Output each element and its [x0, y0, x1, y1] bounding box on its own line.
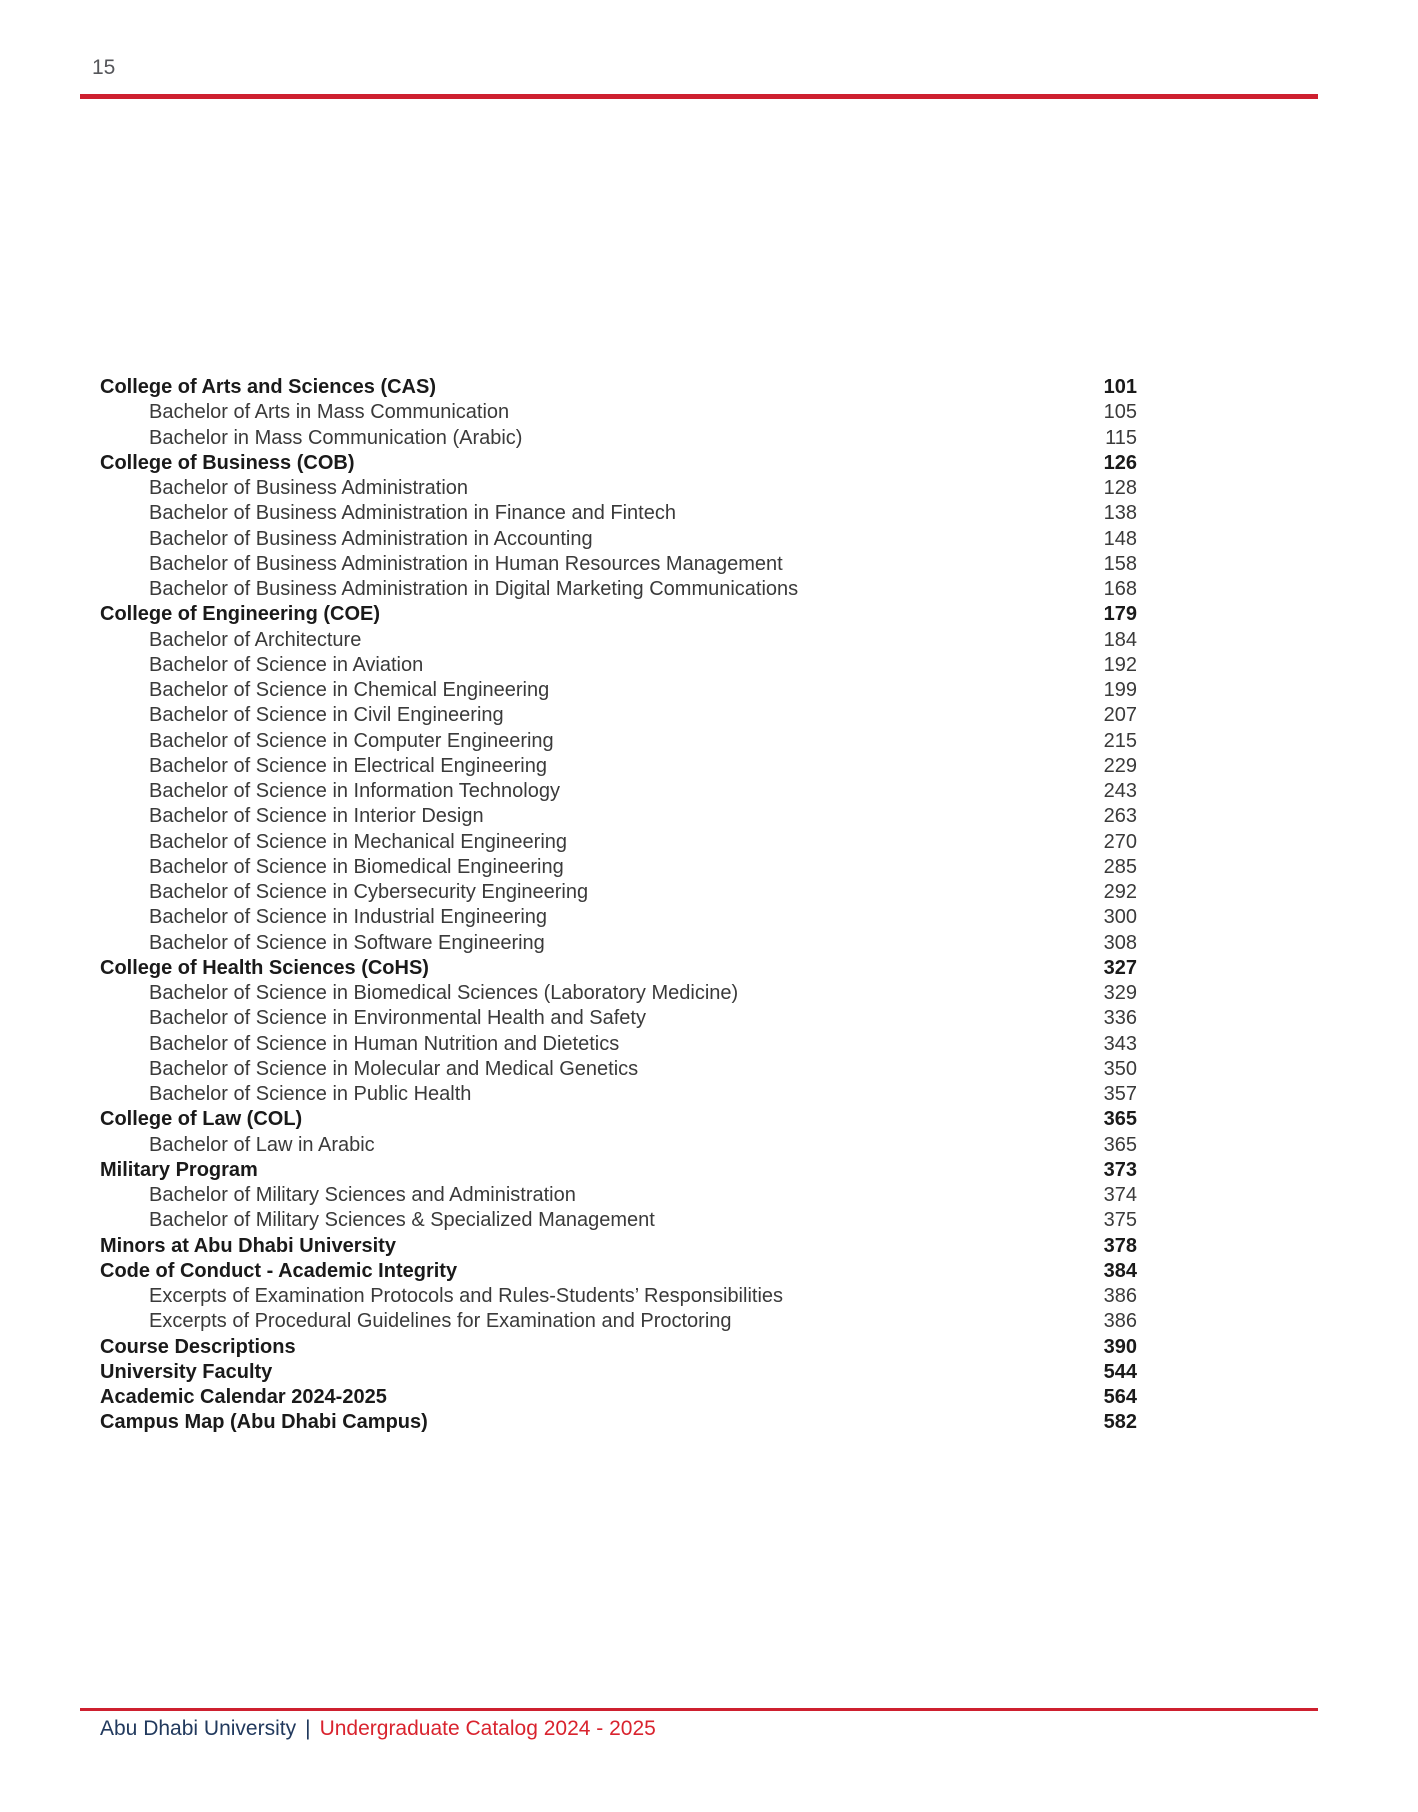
toc-entry-page: 184: [1103, 628, 1137, 651]
toc-entry[interactable]: [100, 905, 1137, 930]
toc-entry-label: University Faculty: [100, 1360, 273, 1383]
toc-entry-label: Bachelor of Science in Molecular and Medical Genetics: [149, 1057, 639, 1080]
toc-entry-label: Bachelor of Business Administration in Digital Marketing Communications: [149, 578, 799, 600]
toc-entry[interactable]: [100, 779, 1137, 804]
toc-entry-label: Bachelor of Science in Industrial Engineering: [149, 906, 548, 929]
toc-entry-label: Bachelor of Science in Human Nutrition and Dietetics: [149, 1032, 620, 1055]
toc-entry[interactable]: [100, 1183, 1137, 1208]
toc-entry[interactable]: [100, 628, 1137, 653]
toc-entry-page: 308: [1103, 931, 1137, 954]
footer-university-name: Abu Dhabi University: [100, 1717, 297, 1740]
toc-entry[interactable]: [100, 830, 1137, 855]
toc-entry-page: 148: [1103, 527, 1137, 550]
toc-entry-page: 373: [1103, 1158, 1137, 1181]
toc-entry[interactable]: [100, 703, 1137, 728]
toc-entry-page: 215: [1103, 729, 1137, 752]
toc-entry[interactable]: [100, 501, 1137, 526]
toc-entry[interactable]: [100, 1410, 1137, 1435]
toc-entry[interactable]: [100, 855, 1137, 880]
toc-entry[interactable]: [100, 1208, 1137, 1233]
toc-entry[interactable]: [100, 577, 1137, 602]
toc-entry[interactable]: [100, 451, 1137, 476]
toc-entry-page: 115: [1105, 426, 1137, 449]
toc-entry[interactable]: [100, 1107, 1137, 1132]
toc-entry-page: 101: [1103, 376, 1137, 398]
toc-entry-page: 544: [1103, 1360, 1137, 1383]
toc-entry-page: 270: [1103, 830, 1137, 853]
toc-entry-label: Bachelor of Science in Interior Design: [149, 805, 484, 828]
toc-entry-label: Minors at Abu Dhabi University: [100, 1234, 396, 1257]
toc-entry[interactable]: [100, 880, 1137, 905]
toc-entry-label: Bachelor of Law in Arabic: [149, 1133, 375, 1156]
toc-entry-page: 105: [1103, 401, 1137, 424]
toc-entry-page: 390: [1103, 1335, 1137, 1358]
toc-entry-label: Bachelor of Science in Biomedical Engineering: [149, 855, 564, 878]
toc-entry[interactable]: [100, 400, 1137, 425]
toc-entry-page: 207: [1103, 704, 1137, 727]
toc-entry[interactable]: [100, 653, 1137, 678]
toc-entry-label: College of Arts and Sciences (CAS): [100, 376, 436, 398]
toc-entry-page: 386: [1103, 1310, 1137, 1333]
toc-entry-label: Bachelor of Science in Computer Engineering: [149, 729, 554, 752]
toc-entry-label: Bachelor of Science in Mechanical Engineering: [149, 830, 568, 853]
toc-entry-page: 357: [1103, 1083, 1137, 1105]
toc-entry-page: 158: [1103, 552, 1137, 575]
toc-entry[interactable]: [100, 527, 1137, 552]
toc-entry-page: 564: [1103, 1386, 1137, 1408]
toc-entry[interactable]: [100, 1082, 1137, 1107]
toc-entry-label: Bachelor of Science in Public Health: [149, 1083, 472, 1105]
toc-entry-label: Bachelor of Business Administration in Human Resources Management: [149, 552, 783, 575]
toc-entry[interactable]: [100, 1057, 1137, 1082]
toc-entry[interactable]: [100, 1385, 1137, 1410]
footer-catalog-title: Undergraduate Catalog 2024 - 2025: [319, 1717, 656, 1740]
toc-entry-label: Bachelor of Science in Chemical Engineering: [149, 679, 550, 701]
toc-entry[interactable]: [100, 476, 1137, 501]
header-rule: [80, 94, 1318, 99]
toc-list: [100, 375, 1137, 1436]
toc-entry-label: Bachelor of Business Administration: [149, 477, 469, 499]
toc-entry[interactable]: [100, 1006, 1137, 1031]
toc-entry-page: 292: [1103, 881, 1137, 903]
footer-rule: [80, 1708, 1318, 1711]
toc-entry-page: 365: [1103, 1108, 1137, 1131]
toc-entry-label: Bachelor of Architecture: [149, 628, 362, 651]
toc-entry-page: 384: [1103, 1259, 1137, 1282]
toc-entry-label: Bachelor of Science in Information Technology: [149, 780, 560, 802]
toc-entry-label: Bachelor of Science in Electrical Engineering: [149, 754, 547, 777]
toc-entry-label: Bachelor of Business Administration in Accounting: [149, 527, 593, 550]
toc-entry-label: Academic Calendar 2024-2025: [100, 1386, 387, 1408]
toc-entry-label: Excerpts of Procedural Guidelines for Examination and Proctoring: [149, 1310, 732, 1333]
toc-entry[interactable]: [100, 1259, 1137, 1284]
toc-entry-page: 327: [1103, 956, 1137, 979]
toc-entry-page: 168: [1103, 578, 1137, 600]
toc-entry[interactable]: [100, 602, 1137, 627]
toc-entry-page: 343: [1103, 1032, 1137, 1055]
toc-entry-label: Bachelor of Science in Cybersecurity Engineering: [149, 881, 589, 903]
toc-entry-page: 199: [1103, 679, 1137, 701]
toc-entry[interactable]: [100, 1234, 1137, 1259]
toc-entry[interactable]: [100, 1309, 1137, 1334]
toc-entry-page: 365: [1103, 1133, 1137, 1156]
toc-entry-page: 179: [1103, 603, 1137, 626]
toc-entry-page: 192: [1103, 653, 1137, 676]
toc-entry-label: Bachelor of Military Sciences & Specialized Management: [149, 1209, 655, 1232]
toc-entry-page: 329: [1103, 982, 1137, 1004]
toc-entry[interactable]: [100, 1360, 1137, 1385]
footer: [100, 1716, 656, 1742]
footer-separator: |: [305, 1717, 311, 1740]
toc-entry[interactable]: [100, 1032, 1137, 1057]
toc-entry[interactable]: [100, 426, 1137, 451]
toc-entry-page: 375: [1103, 1209, 1137, 1232]
toc-entry[interactable]: [100, 1158, 1137, 1183]
toc-entry-label: College of Health Sciences (CoHS): [100, 956, 429, 979]
toc-entry-page: 300: [1103, 906, 1137, 929]
toc-entry[interactable]: [100, 1133, 1137, 1158]
toc-entry-page: 386: [1103, 1285, 1137, 1307]
toc-entry-label: Course Descriptions: [100, 1335, 296, 1358]
toc-entry[interactable]: [100, 729, 1137, 754]
toc-entry-page: 285: [1103, 855, 1137, 878]
toc-entry-page: 378: [1103, 1234, 1137, 1257]
toc-entry[interactable]: [100, 1335, 1137, 1360]
toc-entry-page: 374: [1103, 1184, 1137, 1206]
page-number: 15: [92, 56, 116, 79]
toc-entry[interactable]: [100, 804, 1137, 829]
toc-entry-label: Bachelor in Mass Communication (Arabic): [149, 426, 523, 449]
toc-entry-page: 582: [1103, 1411, 1137, 1434]
toc-entry[interactable]: [100, 375, 1137, 400]
toc-entry-page: 128: [1103, 477, 1137, 499]
toc-entry[interactable]: [100, 981, 1137, 1006]
toc-entry[interactable]: [100, 956, 1137, 981]
toc-entry-page: 350: [1103, 1057, 1137, 1080]
toc-entry-page: 336: [1103, 1007, 1137, 1030]
toc-entry-page: 243: [1103, 780, 1137, 802]
toc-entry-label: Bachelor of Science in Software Engineering: [149, 931, 545, 954]
toc-entry-label: Excerpts of Examination Protocols and Rules-Students’ Responsibilities: [149, 1285, 784, 1307]
toc-entry-label: College of Business (COB): [100, 451, 355, 474]
toc-entry-label: Bachelor of Science in Biomedical Sciences (Laboratory Medicine): [149, 982, 739, 1004]
toc-entry[interactable]: [100, 1284, 1137, 1309]
toc-entry-label: College of Engineering (COE): [100, 603, 381, 626]
toc-entry-page: 138: [1103, 502, 1137, 525]
toc-entry-label: Bachelor of Science in Aviation: [149, 653, 424, 676]
toc-entry-page: 126: [1103, 451, 1137, 474]
toc-entry[interactable]: [100, 931, 1137, 956]
toc-entry-label: Military Program: [100, 1158, 258, 1181]
toc-entry[interactable]: [100, 678, 1137, 703]
toc-entry-label: Bachelor of Military Sciences and Administration: [149, 1184, 576, 1206]
toc-entry-label: Campus Map (Abu Dhabi Campus): [100, 1411, 428, 1434]
toc-entry-label: Bachelor of Science in Environmental Health and Safety: [149, 1007, 646, 1030]
toc-entry-label: Bachelor of Arts in Mass Communication: [149, 401, 510, 424]
toc-entry-label: Bachelor of Business Administration in Finance and Fintech: [149, 502, 676, 525]
toc-entry[interactable]: [100, 754, 1137, 779]
toc-entry-label: College of Law (COL): [100, 1108, 303, 1131]
toc-entry-label: Bachelor of Science in Civil Engineering: [149, 704, 504, 727]
toc-entry-label: Code of Conduct - Academic Integrity: [100, 1259, 458, 1282]
toc-entry-page: 263: [1103, 805, 1137, 828]
toc-entry[interactable]: [100, 552, 1137, 577]
toc-entry-page: 229: [1103, 754, 1137, 777]
